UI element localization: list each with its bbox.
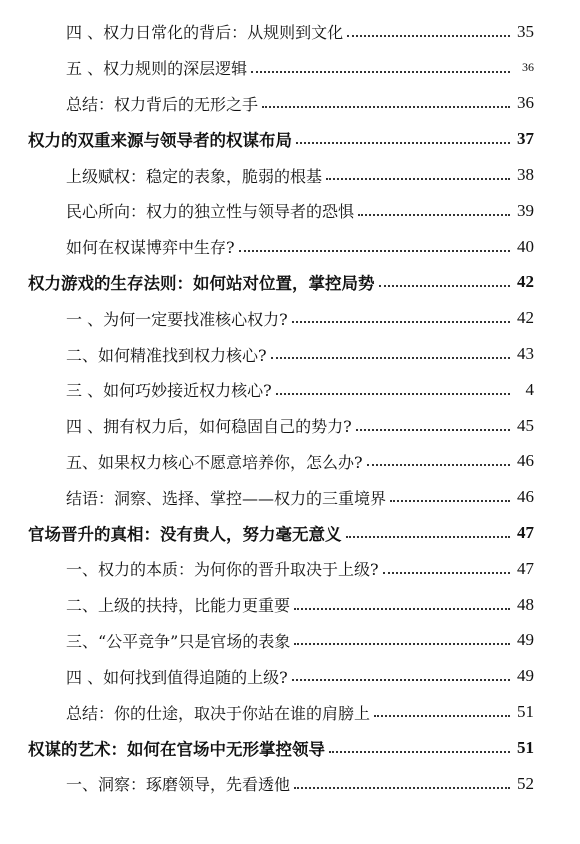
toc-entry-page: 38 [517,165,534,185]
toc-chapter[interactable] [0,121,580,157]
dot-leader [379,285,511,287]
toc-chapter[interactable] [0,730,580,766]
toc-entry[interactable] [0,229,580,265]
dot-leader [367,464,510,466]
toc-entry[interactable] [0,372,580,408]
toc-chapter-page: 47 [517,523,534,543]
toc-entry-title: 四 、如何找到值得追随的上级? [66,667,288,687]
toc-entry-page: 45 [517,415,534,435]
dot-leader [294,643,510,645]
toc-entry-title: 总结：你的仕途，取决于你站在谁的肩膀上 [66,703,371,723]
dot-leader [356,429,510,431]
toc-entry[interactable] [0,658,580,694]
dot-leader [294,608,510,610]
toc-entry-title: 二、上级的扶持，比能力更重要 [66,596,291,616]
dot-leader [296,142,510,144]
dot-leader [276,393,510,395]
toc-entry[interactable] [0,300,580,336]
toc-chapter-title: 权力游戏的生存法则：如何站对位置，掌控局势 [28,274,375,294]
dot-leader [294,787,510,789]
toc-entry-page: 52 [517,773,534,793]
dot-leader [383,572,510,574]
toc-entry-title: 一 、为何一定要找准核心权力? [66,309,288,329]
toc-entry-page: 49 [517,666,534,686]
toc-entry-title: 四 、权力日常化的背后：从规则到文化 [66,23,344,43]
toc-entry[interactable] [0,408,580,444]
dot-leader [292,321,510,323]
toc-entry[interactable] [0,14,580,50]
toc-entry[interactable] [0,766,580,802]
toc-entry[interactable] [0,694,580,730]
toc-entry-title: 一、洞察：琢磨领导，先看透他 [66,775,291,795]
toc-entry-page: 43 [517,344,534,364]
toc-chapter-title: 权力的双重来源与领导者的权谋布局 [28,131,292,151]
toc-entry-page: 46 [517,451,534,471]
toc-entry[interactable] [0,479,580,515]
toc-entry-title: 结语：洞察、选择、掌控——权力的三重境界 [66,488,387,508]
toc-entry-page: 39 [517,200,534,220]
toc-chapter-title: 权谋的艺术：如何在官场中无形掌控领导 [28,739,325,759]
table-of-contents [0,14,580,802]
toc-chapter[interactable] [0,265,580,301]
toc-entry-page: 47 [517,558,534,578]
dot-leader [262,106,510,108]
toc-entry[interactable] [0,336,580,372]
dot-leader [374,715,510,717]
dot-leader [292,679,510,681]
toc-entry[interactable] [0,587,580,623]
toc-entry-page: 36 [517,93,534,113]
dot-leader [329,751,510,753]
toc-entry-title: 如何在权谋博弈中生存? [66,238,235,258]
dot-leader [251,71,510,73]
toc-entry-page: 4 [525,379,534,399]
toc-entry[interactable] [0,623,580,659]
toc-entry-page: 51 [517,702,534,722]
toc-entry-title: 一、权力的本质：为何你的晋升取决于上级? [66,560,379,580]
dot-leader [358,214,510,216]
toc-entry-page: 48 [517,594,534,614]
dot-leader [326,178,510,180]
toc-entry-title: 三、“公平竞争”只是官场的表象 [66,631,291,651]
dot-leader [271,357,510,359]
toc-entry-page: 40 [517,236,534,256]
toc-entry[interactable] [0,193,580,229]
toc-entry[interactable] [0,444,580,480]
toc-entry-title: 二、如何精准找到权力核心? [66,345,267,365]
toc-entry[interactable] [0,551,580,587]
toc-chapter-page: 42 [517,272,534,292]
dot-leader [390,500,510,502]
toc-entry[interactable] [0,86,580,122]
toc-entry-page: 35 [517,21,534,41]
toc-entry-title: 上级赋权：稳定的表象，脆弱的根基 [66,166,323,186]
toc-entry-title: 三 、如何巧妙接近权力核心? [66,381,272,401]
toc-entry-page: 36 [522,60,534,75]
toc-entry-title: 五、如果权力核心不愿意培养你，怎么办? [66,452,363,472]
toc-chapter-title: 官场晋升的真相：没有贵人，努力毫无意义 [28,525,342,545]
toc-entry[interactable] [0,157,580,193]
dot-leader [346,536,511,538]
toc-entry-page: 46 [517,487,534,507]
dot-leader [347,35,510,37]
toc-entry-title: 四 、拥有权力后，如何稳固自己的势力? [66,417,352,437]
toc-entry-title: 五 、权力规则的深层逻辑 [66,59,248,79]
toc-entry-page: 42 [517,308,534,328]
toc-entry-title: 总结：权力背后的无形之手 [66,94,259,114]
toc-chapter[interactable] [0,515,580,551]
toc-entry-title: 民心所向：权力的独立性与领导者的恐惧 [66,202,355,222]
toc-entry[interactable] [0,50,580,86]
toc-chapter-page: 51 [517,737,534,757]
dot-leader [239,250,510,252]
toc-entry-page: 49 [517,630,534,650]
toc-chapter-page: 37 [517,129,534,149]
